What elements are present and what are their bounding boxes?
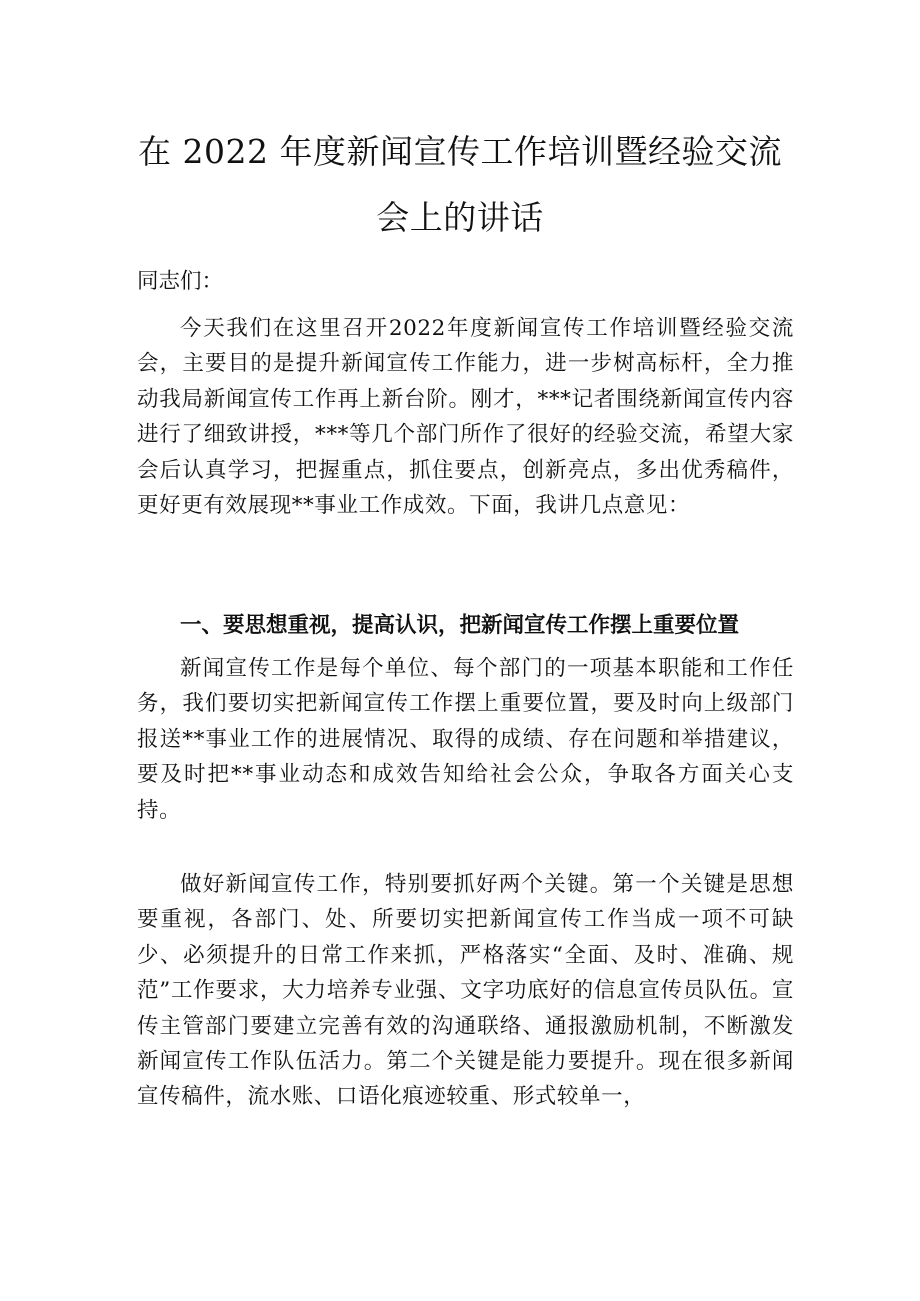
- paragraph-section1-2: 做好新闻宣传工作，特别要抓好两个关键。第一个关键是思想要重视，各部门、处、所要切实把新闻宣传工作当成一项不可缺少、必须提升的日常工作来抓，严格落实“全面、及时、准确、规范”工作要求，大力培养专业强、文字功底好的信息宣传员队伍。宣传主管部门要建立完善有效的沟通联络、通报激励机制，不断激发新闻宣传工作队伍活力。第二个关键是能力要提升。现在很多新闻宣传稿件，流水账、口语化痕迹较重、形式较单一，: [137, 872, 794, 1110]
- paragraph-section1-1: 新闻宣传工作是每个单位、每个部门的一项基本职能和工作任务，我们要切实把新闻宣传工作摆上重要位置，要及时向上级部门报送**事业工作的进展情况、取得的成绩、存在问题和举措建议，要及时把**事业动态和成效告知给社会公众，争取各方面关心支持。: [137, 656, 794, 823]
- paragraph-intro: 今天我们在这里召开2022年度新闻宣传工作培训暨经验交流会，主要目的是提升新闻宣传工作能力，进一步树高标杆，全力推动我局新闻宣传工作再上新台阶。刚才，***记者围绕新闻宣传内容进行了细致讲授，***等几个部门所作了很好的经验交流，希望大家会后认真学习，把握重点，抓住要点，创新亮点，多出优秀稿件，更好更有效展现**事业工作成效。下面，我讲几点意见：: [137, 316, 794, 519]
- salutation: 同志们：: [137, 269, 224, 294]
- section-heading-1: 一、要思想重视，提高认识，把新闻宣传工作摆上重要位置: [180, 613, 740, 638]
- document-title-line-2: 会上的讲话: [376, 198, 544, 237]
- document-title-line-1: 在 2022 年度新闻宣传工作培训暨经验交流: [138, 132, 782, 171]
